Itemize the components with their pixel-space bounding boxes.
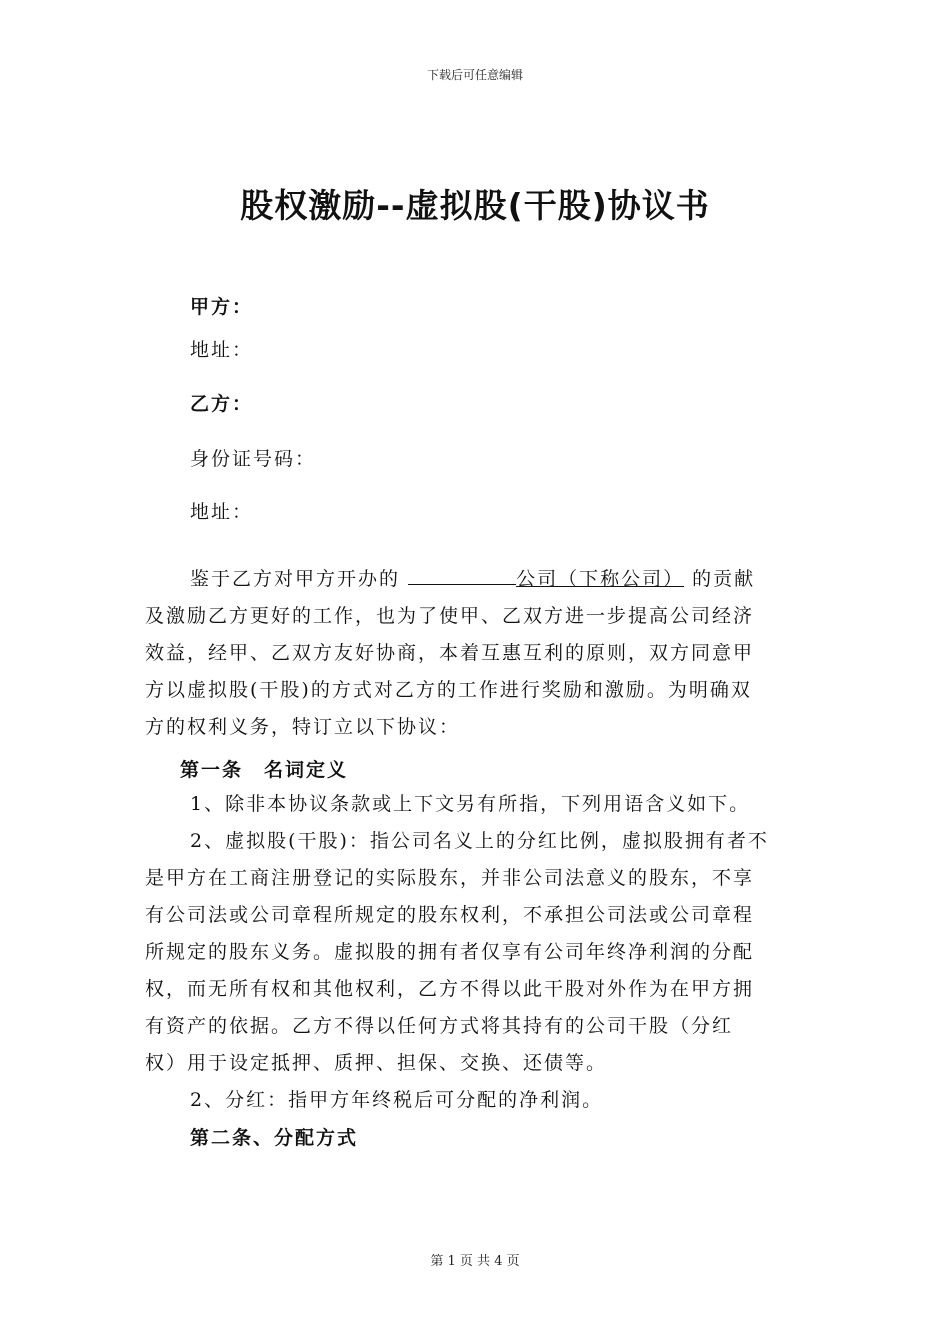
preamble-line-5: 方的权利义务，特订立以下协议： [145,716,461,738]
company-name-blank [408,562,516,585]
article-1-item-2-line: 有公司法或公司章程所规定的股东权利，不承担公司法或公司章程 [145,904,755,926]
article-1-item-1: 1、除非本协议条款或上下文另有所指，下列用语含义如下。 [190,793,751,815]
page-footer: 第 1 页 共 4 页 [430,1254,520,1269]
party-b-label: 乙方： [190,393,254,415]
article-1-item-2-line: 权，而无所有权和其他权利，乙方不得以此干股对外作为在甲方拥 [145,978,755,1000]
preamble-line-4: 方以虚拟股(干股)的方式对乙方的工作进行奖励和激励。为明确双 [145,679,752,701]
preamble-paragraph [145,561,807,746]
party-a-label: 甲方： [190,296,254,318]
article-1-item-3: 2、分红：指甲方年终税后可分配的净利润。 [190,1089,604,1111]
party-b-address-label: 地址： [190,501,254,523]
document-title: 股权激励--虚拟股(干股)协议书 [240,186,710,225]
article-1-body [145,786,807,1119]
preamble-line-3: 效益，经甲、乙双方友好协商，本着互惠互利的原则，双方同意甲 [145,642,755,664]
party-a-address-label: 地址： [190,339,254,361]
article-2-heading: 第二条、分配方式 [190,1127,359,1149]
preamble-suffix: 的贡献 [692,568,756,590]
preamble-line-1 [145,561,807,598]
article-1-item-2-line: 所规定的股东义务。虚拟股的拥有者仅享有公司年终净利润的分配 [145,941,755,963]
article-1-item-2-line: 是甲方在工商注册登记的实际股东，并非公司法意义的股东，不享 [145,867,755,889]
preamble-prefix: 鉴于乙方对甲方开办的 [190,568,401,590]
article-1-heading: 第一条 名词定义 [180,759,349,781]
company-name-field: 公司（下称公司） [516,568,685,590]
preamble-line-2: 及激励乙方更好的工作，也为了使甲、乙双方进一步提高公司经济 [145,605,755,627]
article-1-item-2-line: 有资产的依据。乙方不得以任何方式将其持有的公司干股（分红 [145,1015,734,1037]
article-1-item-2-line: 权）用于设定抵押、质押、担保、交换、还债等。 [145,1052,608,1074]
header-note: 下载后可任意编辑 [426,68,523,82]
article-1-item-2-line: 2、虚拟股(干股)：指公司名义上的分红比例，虚拟股拥有者不 [190,830,769,852]
party-b-id-label: 身份证号码： [190,448,317,470]
